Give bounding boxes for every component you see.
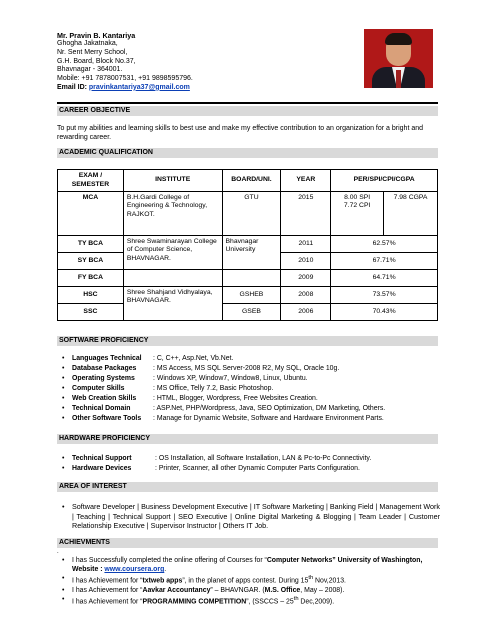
- academic-table: [57, 169, 438, 321]
- academic-section: [57, 148, 438, 158]
- email-label: Email ID:: [57, 83, 89, 91]
- column-header: BOARD/UNI.: [222, 170, 281, 192]
- section-heading: AREA OF INTEREST: [57, 482, 438, 492]
- email-line: [57, 84, 377, 93]
- stray-dot: .: [57, 549, 59, 555]
- software-list: [57, 354, 438, 424]
- list-item: • Computer Skills : MS Office, Telly 7.2, Basic Photoshop.: [57, 384, 438, 394]
- interest-section: [57, 482, 438, 492]
- header-divider: [57, 102, 438, 104]
- email-link[interactable]: pravinkantariya37@gmail.com: [88, 83, 190, 91]
- column-header: EXAM / SEMESTER: [58, 170, 124, 192]
- list-item: • Technical Domain : ASP.Net, PHP/Wordpress, Java, SEO Optimization, DM Marketing, Others.: [57, 404, 438, 414]
- column-header: PER/SPI/CPI/CGPA: [331, 170, 438, 192]
- table-row: MCA B.H.Gardi College of Engineering & Technology, RAJKOT. GTU 2015 8.00 SPI 7.72 CPI 7.98 CGPA: [58, 192, 438, 236]
- interest-list: [57, 502, 440, 531]
- table-row: SY BCA 2010 67.71%: [58, 253, 438, 270]
- address-line: Ghogha Jakatnaka,: [57, 40, 118, 47]
- contact-block: [57, 31, 377, 93]
- section-heading: ACADEMIC QUALIFICATION: [57, 148, 438, 158]
- list-item: • Hardware Devices : Printer, Scanner, all other Dynamic Computer Parts Configuration.: [57, 464, 438, 474]
- section-heading: ACHIEVMENTS: [57, 538, 438, 548]
- hardware-list: [57, 454, 438, 474]
- table-header-row: [58, 170, 438, 192]
- address-line: Nr. Sent Merry School,: [57, 48, 128, 56]
- coursera-link[interactable]: www.coursera.org: [104, 566, 165, 574]
- section-heading: SOFTWARE PROFICIENCY: [57, 336, 438, 346]
- mobile-number: Mobile: +91 7878007531, +91 9898595796.: [57, 75, 193, 82]
- column-header: YEAR: [281, 170, 331, 192]
- address-line: G.H. Board, Block No.37,: [57, 57, 136, 65]
- address-line: Bhavnagar - 364001.: [57, 66, 123, 74]
- list-item: • I has Achievement for “Aavkar Accountancy” – BHAVNGAR. (M.S. Office, May – 2008).: [57, 586, 440, 595]
- list-item: • Languages Technical : C, C++, Asp.Net, Vb.Net.: [57, 354, 438, 364]
- table-row: FY BCA 2009 64.71%: [58, 270, 438, 287]
- column-header: INSTITUTE: [123, 170, 222, 192]
- career-objective-text: To put my abilities and learning skills to best use and make my effective contribution to an organization for a bright and rewarding career.: [57, 125, 424, 141]
- list-item: • Software Developer | Business Development Executive | IT Software Marketing | Banking Field | Management Work | Teaching | Technical Support | SEO Executive | Online Digital Marketing & Blogging | Team Leader | Customer Relationship Executive | Supervisor Instructor | Others IT Job.: [57, 502, 440, 531]
- table-row: HSC Shree Shahjand Vidhyalaya, BHAVNAGAR. GSHEB 2008 73.57%: [58, 287, 438, 304]
- table-row: TY BCA Shree Swaminarayan College of Computer Science, BHAVNAGAR. Bhavnagar University 2011 62.57%: [58, 236, 438, 253]
- list-item: • Database Packages : MS Access, MS SQL Server-2008 R2, My SQL, Oracle 10g.: [57, 364, 438, 374]
- candidate-name: Mr. Pravin B. Kantariya: [57, 31, 136, 40]
- section-heading: HARDWARE PROFICIENCY: [57, 434, 438, 444]
- profile-photo: [364, 29, 433, 88]
- list-item: • I has Achievement for “PROGRAMMING COMPETITION”, (SSCCS – 25th Dec,2009).: [57, 595, 440, 607]
- list-item: • Technical Support : OS Installation, all Software Installation, LAN & Pc-to-Pc Connectivity.: [57, 454, 438, 464]
- list-item: • Web Creation Skills : HTML, Blogger, Wordpress, Free Websites Creation.: [57, 394, 438, 404]
- achievements-section: [57, 538, 438, 548]
- table-row: SSC GSEB 2006 70.43%: [58, 304, 438, 321]
- list-item: • Operating Systems : Windows XP, Window7, Window8, Linux, Ubuntu.: [57, 374, 438, 384]
- hardware-section: [57, 434, 438, 444]
- software-section: [57, 336, 438, 346]
- list-item: • Other Software Tools : Manage for Dynamic Website, Software and Hardware Environment Parts.: [57, 414, 438, 424]
- career-objective-section: [57, 106, 438, 116]
- achievements-list: [57, 556, 440, 607]
- section-heading: CAREER OBJECTIVE: [57, 106, 438, 116]
- list-item: • I has Achievement for “txtweb apps”, in the planet of apps contest. During 15th Nov,2013.: [57, 574, 440, 586]
- list-item: • I has Successfully completed the online offering of Courses for “Computer Networks” University of Washington, Website : www.coursera.org.: [57, 556, 440, 574]
